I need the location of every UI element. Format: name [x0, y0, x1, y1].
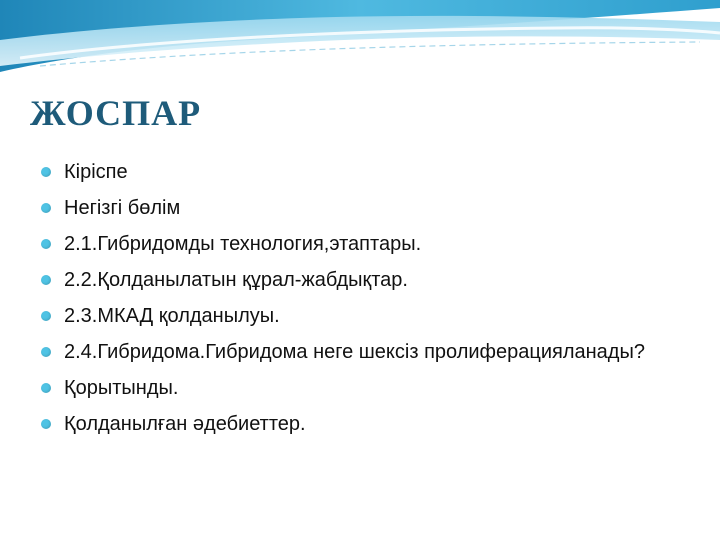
list-item — [40, 304, 680, 328]
list-item-text: 2.3.МКАД қолданылуы. — [64, 305, 280, 327]
bullet-icon — [41, 239, 51, 249]
bullet-list — [40, 160, 680, 448]
list-item — [40, 160, 680, 184]
list-item — [40, 340, 680, 364]
list-item-text: Қолданылған әдебиеттер. — [64, 413, 306, 435]
list-item — [40, 196, 680, 220]
list-item-text: 2.1.Гибридомды технология,этаптары. — [64, 233, 422, 255]
bullet-icon — [41, 167, 51, 177]
list-item-text: 2.4.Гибридома.Гибридома неге шексіз пролиферацияланады? — [64, 341, 645, 363]
list-item — [40, 232, 680, 256]
bullet-icon — [41, 347, 51, 357]
bullet-icon — [41, 383, 51, 393]
wave-header-decoration — [0, 0, 720, 90]
bullet-icon — [41, 203, 51, 213]
list-item-text: 2.2.Қолданылатын құрал-жабдықтар. — [64, 269, 408, 291]
list-item-text: Негізгі бөлім — [64, 197, 181, 219]
list-item — [40, 268, 680, 292]
list-item — [40, 376, 680, 400]
list-item-text: Кіріспе — [64, 161, 128, 183]
bullet-icon — [41, 419, 51, 429]
bullet-icon — [41, 275, 51, 285]
list-item — [40, 412, 680, 436]
bullet-icon — [41, 311, 51, 321]
slide-title: ЖОСПАР — [30, 93, 202, 133]
list-item-text: Қорытынды. — [64, 377, 179, 399]
